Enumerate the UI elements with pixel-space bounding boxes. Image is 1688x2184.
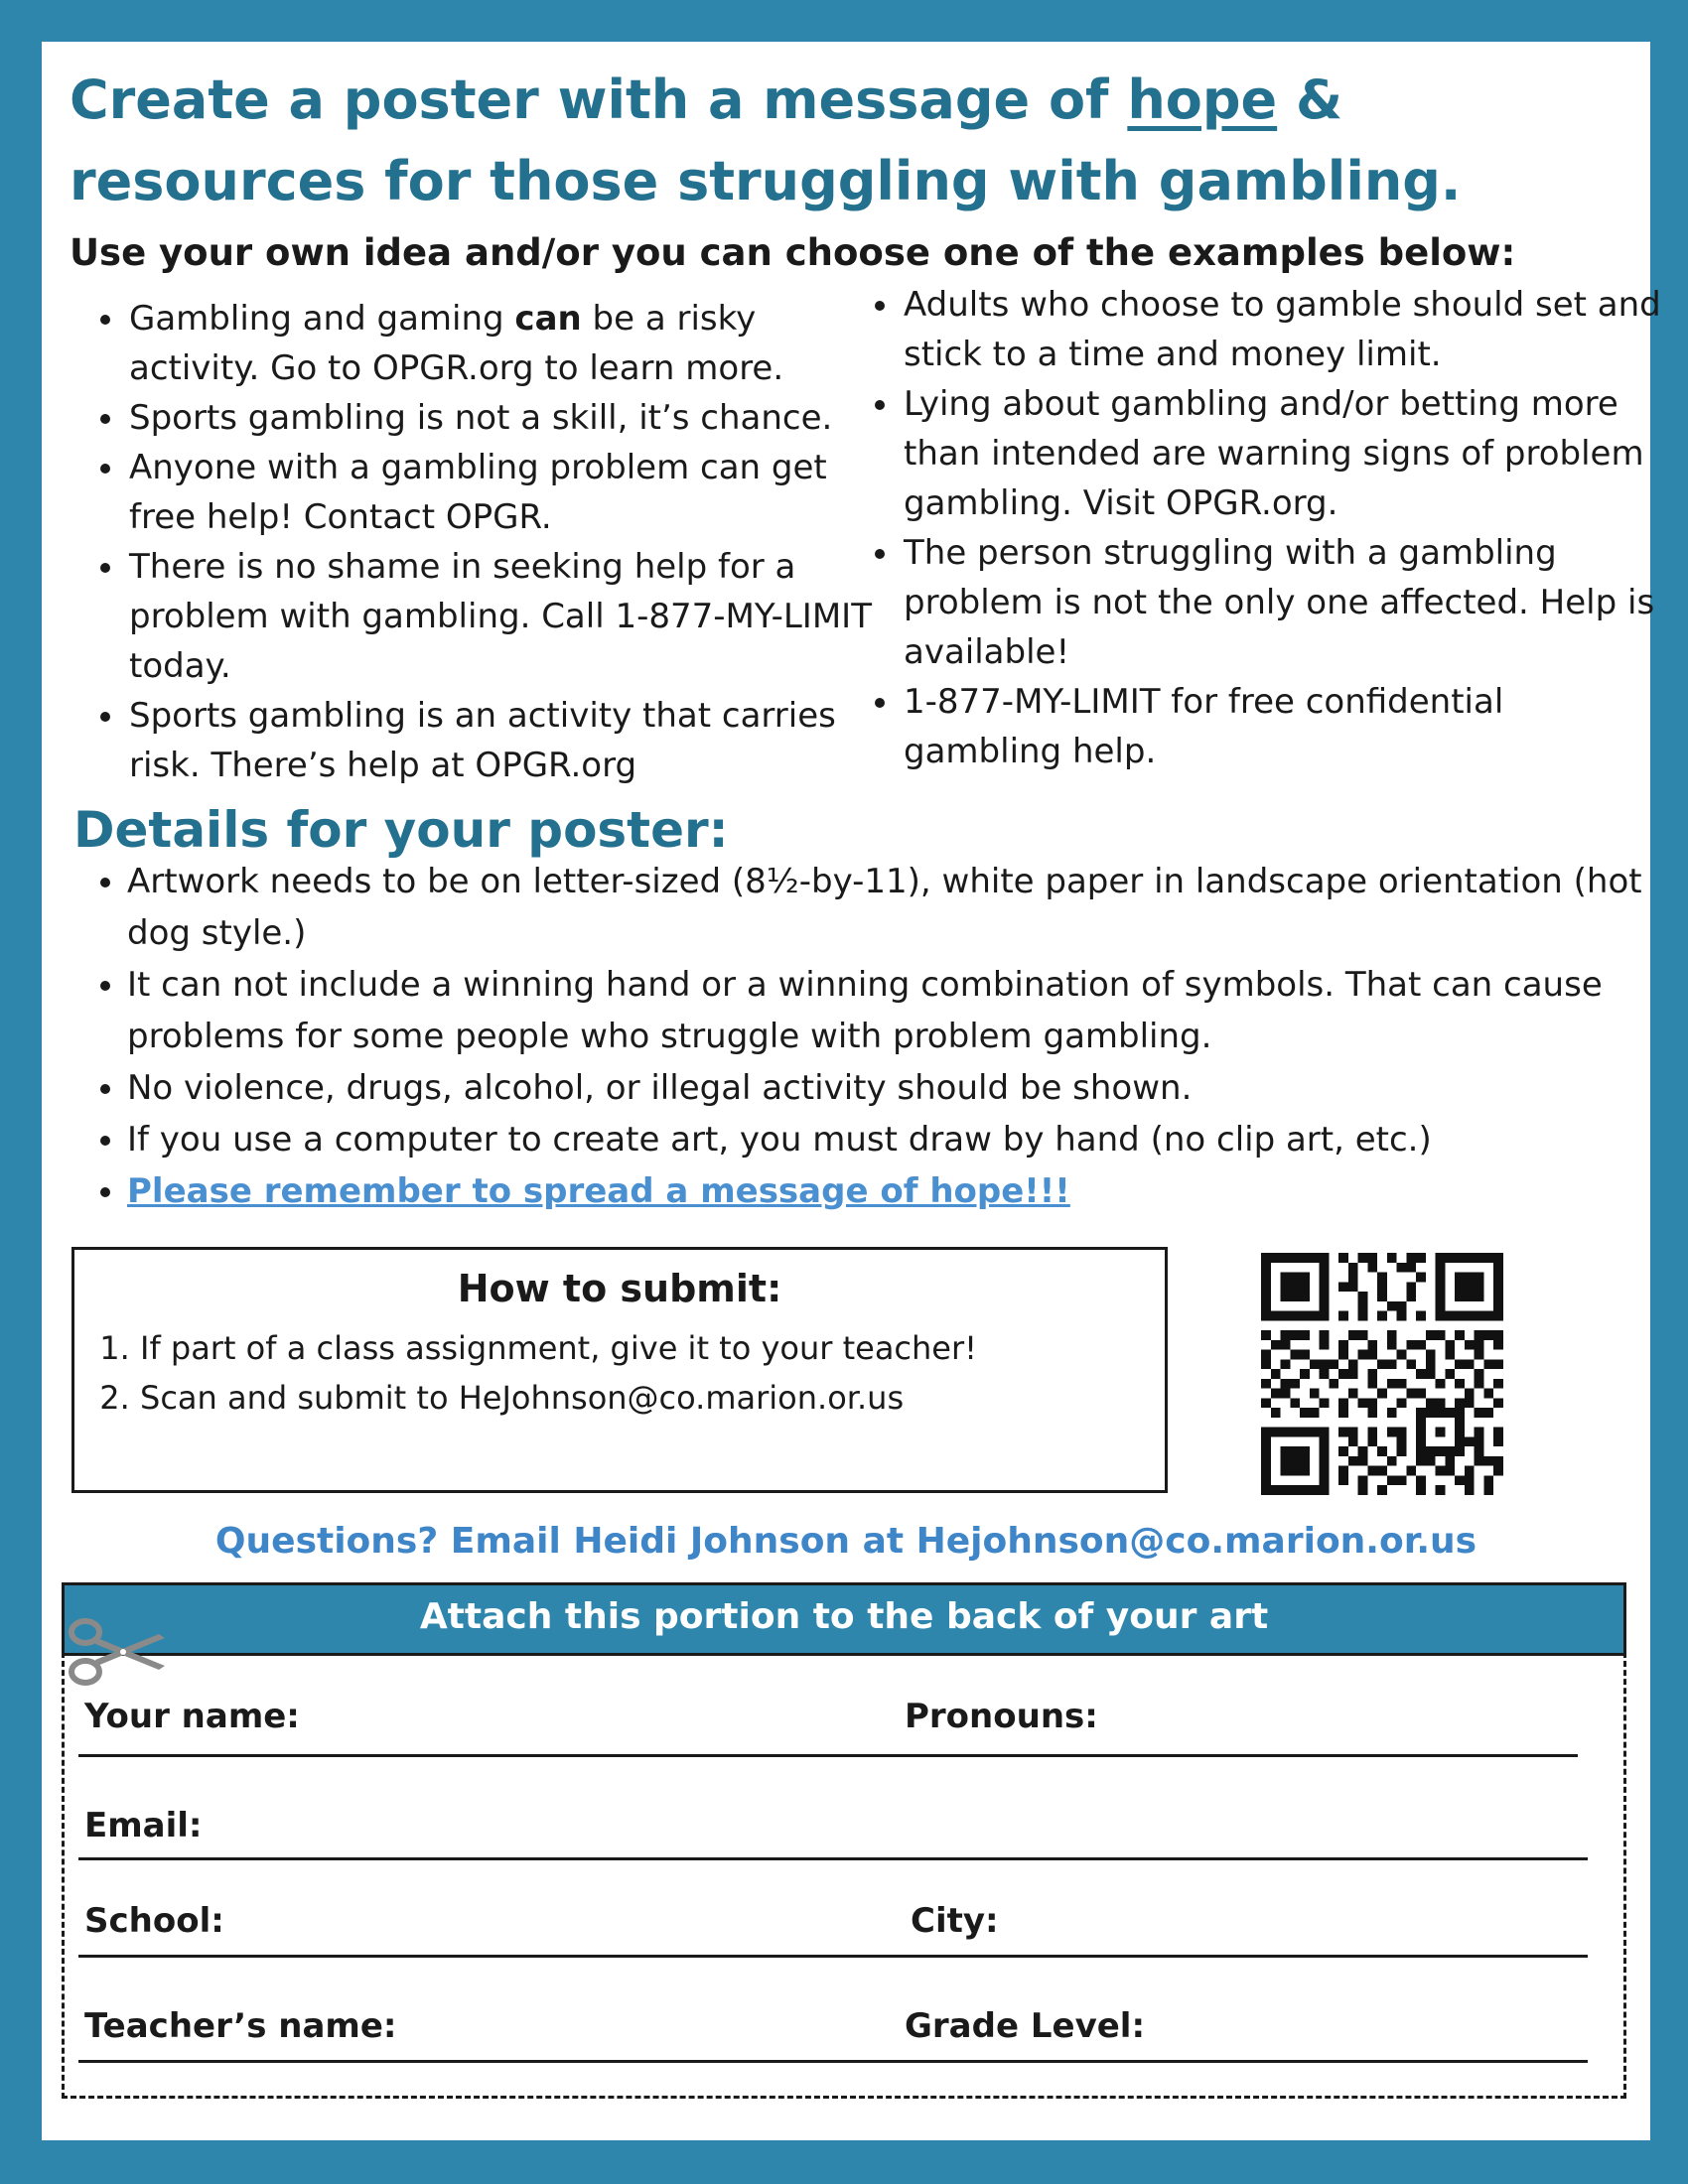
- flyer-page: [42, 42, 1661, 2140]
- qr-code-icon[interactable]: [1261, 1253, 1503, 1495]
- submit-step: 2. Scan and submit to HeJohnson@co.marion.or.us: [140, 1373, 977, 1423]
- example-item: • Anyone with a gambling problem can get free help! Contact OPGR.: [127, 443, 882, 542]
- example-item: • Lying about gambling and/or betting more than intended are warning signs of problem gambling. Visit OPGR.org.: [902, 379, 1666, 528]
- example-item: • The person struggling with a gambling problem is not the only one affected. Help is available!: [902, 528, 1666, 677]
- example-item: • Adults who choose to gamble should set and stick to a time and money limit.: [902, 280, 1666, 379]
- examples-list-left: [70, 294, 882, 790]
- tear-off-form: [62, 1652, 1626, 2099]
- school-label: School:: [84, 1901, 224, 1941]
- submit-steps: [104, 1323, 977, 1423]
- example-item: • There is no shame in seeking help for a problem with gambling. Call 1-877-MY-LIMIT today.: [127, 542, 882, 691]
- title-part1: Create a poster with a message of: [70, 68, 1128, 131]
- teacher-name-label: Teacher’s name:: [84, 2006, 397, 2046]
- title-part2: & resources for those struggling with gambling.: [70, 68, 1462, 212]
- questions-contact: Questions? Email Heidi Johnson at Hejohnson@co.marion.or.us: [214, 1521, 1477, 1562]
- name-pronouns-line[interactable]: [78, 1754, 1578, 1757]
- details-heading: Details for your poster:: [73, 801, 729, 859]
- example-item: • 1-877-MY-LIMIT for free confidential gambling help.: [902, 677, 1666, 776]
- attach-portion-header: Attach this portion to the back of your art: [62, 1582, 1626, 1656]
- page-title: [70, 60, 1618, 222]
- details-item: • Artwork needs to be on letter-sized (8½-by-11), white paper in landscape orientation (hot dog style.): [127, 856, 1676, 959]
- city-label: City:: [911, 1901, 999, 1941]
- examples-intro: Use your own idea and/or you can choose one of the examples below:: [70, 231, 1516, 274]
- submit-step: 1. If part of a class assignment, give it to your teacher!: [140, 1323, 977, 1373]
- example-text: be a risky activity. Go to OPGR.org to learn more.: [129, 299, 784, 388]
- school-city-line[interactable]: [78, 1955, 1588, 1958]
- teacher-grade-line[interactable]: [78, 2060, 1588, 2063]
- email-label: Email:: [84, 1806, 203, 1845]
- details-item: • No violence, drugs, alcohol, or illegal activity should be shown.: [127, 1062, 1676, 1114]
- title-hope-word: hope: [1127, 68, 1278, 131]
- grade-level-label: Grade Level:: [905, 2006, 1146, 2046]
- your-name-label: Your name:: [84, 1697, 300, 1736]
- examples-list-right: [844, 280, 1666, 776]
- hope-message-link[interactable]: Please remember to spread a message of hope!!!: [127, 1171, 1070, 1211]
- example-text: Gambling and gaming: [129, 299, 515, 339]
- details-item: • If you use a computer to create art, you must draw by hand (no clip art, etc.): [127, 1114, 1676, 1165]
- details-list: [70, 856, 1676, 1217]
- example-item: [127, 294, 882, 393]
- details-item-link: [127, 1165, 1676, 1217]
- example-bold-word: can: [514, 299, 582, 339]
- submit-heading: How to submit:: [457, 1267, 782, 1310]
- pronouns-label: Pronouns:: [905, 1697, 1098, 1736]
- example-item: • Sports gambling is an activity that carries risk. There’s help at OPGR.org: [127, 691, 882, 790]
- email-line[interactable]: [78, 1857, 1588, 1860]
- scissors-icon: [62, 1610, 171, 1700]
- details-item: • It can not include a winning hand or a winning combination of symbols. That can cause problems for some people who struggle with problem gambling.: [127, 959, 1676, 1062]
- example-item: • Sports gambling is not a skill, it’s chance.: [127, 393, 882, 443]
- how-to-submit-box: [71, 1247, 1168, 1493]
